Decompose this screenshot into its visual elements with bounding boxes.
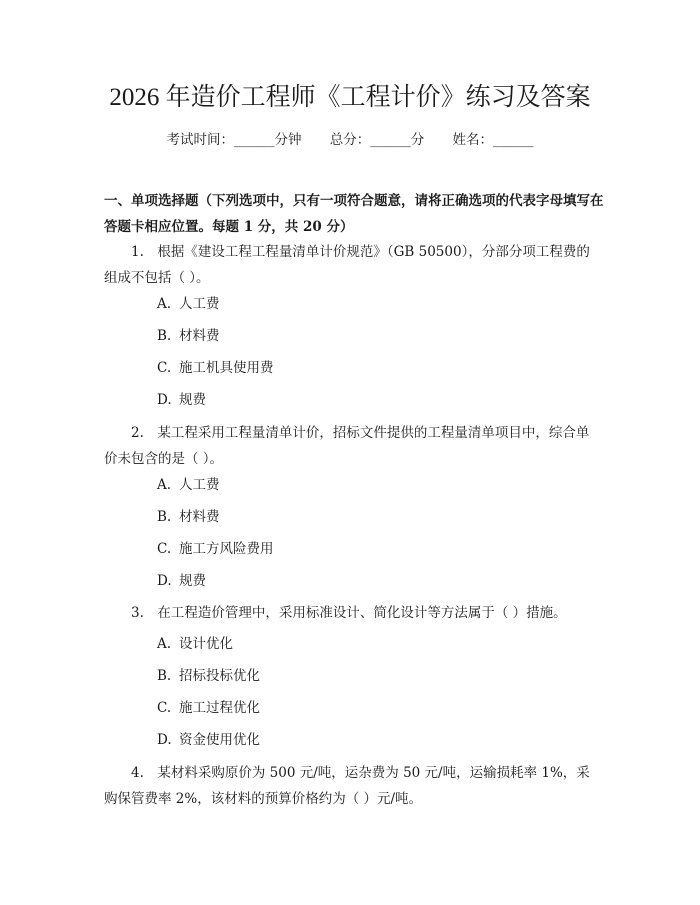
option-text: 招标投标优化 — [179, 668, 260, 684]
option-text: 材料费 — [179, 509, 220, 525]
option-letter: D. — [157, 573, 172, 589]
option-text: 材料费 — [179, 328, 220, 344]
option-letter: C. — [157, 541, 172, 557]
exam-time-field: 考试时间：______分钟 — [166, 132, 302, 148]
question-1-option-c — [157, 358, 274, 378]
question-3-text: 3. 在工程造价管理中，采用标准设计、简化设计等方法属于（ ）措施。 — [131, 605, 567, 621]
option-text: 人工费 — [179, 296, 220, 312]
option-letter: C. — [157, 700, 172, 716]
page-title: 2026 年造价工程师《工程计价》练习及答案 — [109, 84, 591, 111]
option-text: 施工机具使用费 — [179, 360, 274, 376]
option-letter: D. — [157, 392, 172, 408]
section-heading: 一、单项选择题（下列选项中，只有一项符合题意，请将正确选项的代表字母填写在答题卡相应位置。每题 1 分，共 20 分） — [104, 193, 604, 235]
option-letter: D. — [157, 732, 172, 748]
total-score-field: 总分：______分 — [329, 132, 425, 148]
question-1-option-a — [157, 294, 220, 314]
option-text: 人工费 — [179, 477, 220, 493]
option-text: 施工方风险费用 — [179, 541, 274, 557]
question-2-option-d — [157, 571, 206, 591]
student-name-field: 姓名：______ — [452, 132, 534, 148]
question-1-option-b — [157, 326, 220, 346]
option-text: 施工过程优化 — [179, 700, 260, 716]
question-1-text: 1. 根据《建设工程工程量清单计价规范》（GB 50500），分部分项工程费的组成不包括（ ）。 — [104, 244, 590, 286]
option-letter: A. — [157, 636, 172, 652]
option-text: 设计优化 — [179, 636, 233, 652]
question-2-option-c — [157, 539, 274, 559]
question-3-option-b — [157, 666, 260, 686]
option-text: 规费 — [179, 573, 206, 589]
question-3-option-a — [157, 634, 233, 654]
question-2-option-a — [157, 475, 220, 495]
option-letter: A. — [157, 477, 172, 493]
option-text: 规费 — [179, 392, 206, 408]
question-3-option-d — [157, 730, 260, 750]
question-1-option-d — [157, 390, 206, 410]
question-2-text: 2. 某工程采用工程量清单计价，招标文件提供的工程量清单项目中，综合单价未包含的是（ ）。 — [104, 425, 590, 467]
option-text: 资金使用优化 — [179, 732, 260, 748]
question-3-option-c — [157, 698, 260, 718]
option-letter: C. — [157, 360, 172, 376]
option-letter: B. — [157, 509, 172, 525]
question-4-text: 4. 某材料采购原价为 500 元/吨，运杂费为 50 元/吨，运输损耗率 1%，采购保管费率 2%，该材料的预算价格约为（ ）元/吨。 — [104, 765, 590, 807]
option-letter: B. — [157, 668, 172, 684]
option-letter: B. — [157, 328, 172, 344]
question-2-option-b — [157, 507, 220, 527]
option-letter: A. — [157, 296, 172, 312]
exam-info-line — [0, 130, 700, 150]
